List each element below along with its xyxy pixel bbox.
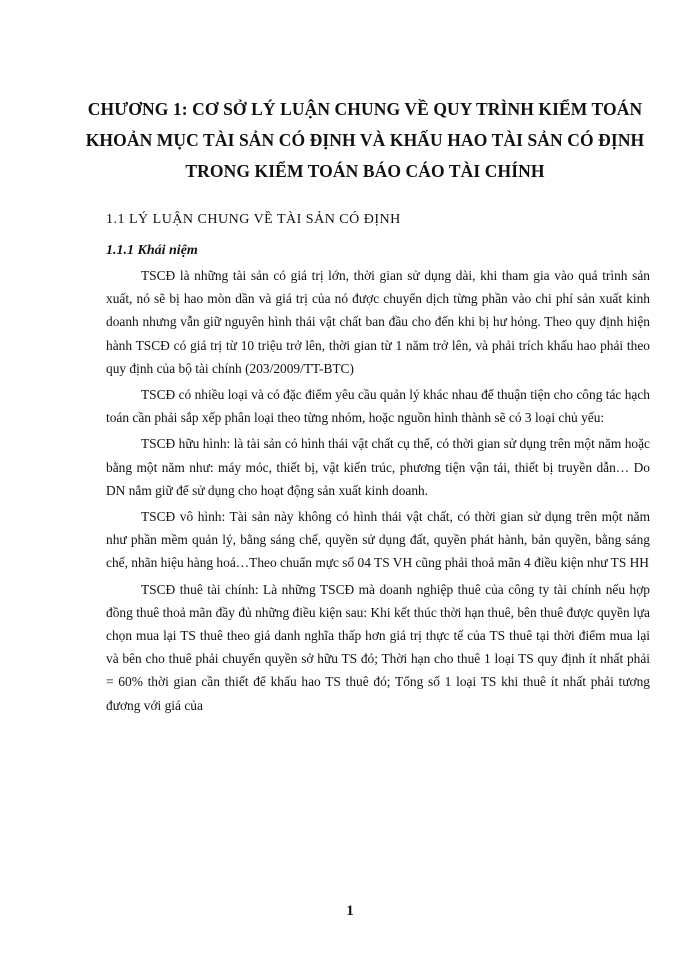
paragraph-tangible-assets: TSCĐ hữu hình: là tài sản có hình thái vật chất cụ thể, có thời gian sử dụng trên một năm hoặc bằng một năm như: máy móc, thiết bị, vật kiến trúc, phương tiện vận tải, thiết bị truyền dẫn… Do DN nắm giữ để sử dụng cho hoạt động sản xuất kinh doanh.: [106, 436, 650, 498]
paragraph-intangible-assets: TSCĐ vô hình: Tài sản này không có hình thái vật chất, có thời gian sử dụng trên một năm như phần mềm quản lý, bằng sáng chế, quyền sử dụng đất, quyền phát hành, bản quyền, bằng sáng chế, nhãn hiệu hàng hoá…Theo chuẩn mực số 04 TS VH cũng phải thoả mãn 4 điều kiện như TS HH: [106, 509, 650, 571]
paragraph-finance-lease: TSCĐ thuê tài chính: Là những TSCĐ mà doanh nghiệp thuê của công ty tài chính nếu hợp đồng thuê thoả mãn đầy đủ những điều kiện sau: Khi kết thúc thời hạn thuê, bên thuê được quyền lựa chọn mua lại TS thuê theo giá danh nghĩa thấp hơn giá trị thực tế của TS thuê tại thời điểm mua lại và bên cho thuê phải chuyển quyền sở hữu TS đó; Thời hạn cho thuê 1 loại TS quy định ít nhất phải = 60% thời gian cần thiết để khấu hao TS thuê đó; Tổng số 1 loại TS khi thuê ít nhất phải tương đương với giá của: [106, 581, 650, 713]
subsection-title: 1.1.1 Khái niệm: [106, 243, 198, 258]
section-title: 1.1 LÝ LUẬN CHUNG VỀ TÀI SẢN CÓ ĐỊNH: [106, 212, 401, 227]
body-text: [106, 264, 650, 720]
page-number: 1: [346, 903, 354, 919]
paragraph-definition: TSCĐ là những tài sản có giá trị lớn, thời gian sử dụng dài, khi tham gia vào quá trình sản xuất, nó sẽ bị hao mòn dần và giá trị của nó được chuyển dịch từng phần vào chi phí sản xuất kinh doanh nhưng vẫn giữ nguyên hình thái vật chất ban đầu cho đến khi bị hư hỏng. Theo quy định hiện hành TSCĐ có giá trị từ 10 triệu trở lên, thời gian từ 1 năm trở lên, và phải trích khấu hao phải theo quy định của bộ tài chính (203/2009/TT-BTC): [106, 268, 650, 376]
chapter-title: CHƯƠNG 1: CƠ SỞ LÝ LUẬN CHUNG VỀ QUY TRÌNH KIỂM TOÁN KHOẢN MỤC TÀI SẢN CÓ ĐỊNH VÀ KHẤU HAO TÀI SẢN CÓ ĐỊNH TRONG KIỂM TOÁN BÁO CÁO TÀI CHÍNH: [85, 99, 645, 181]
paragraph-classification: TSCĐ có nhiều loại và có đặc điểm yêu cầu quản lý khác nhau để thuận tiện cho công tác hạch toán cần phải sắp xếp phân loại theo từng nhóm, hoặc nguồn hình thành sẽ có 3 loại chủ yếu:: [106, 387, 650, 426]
